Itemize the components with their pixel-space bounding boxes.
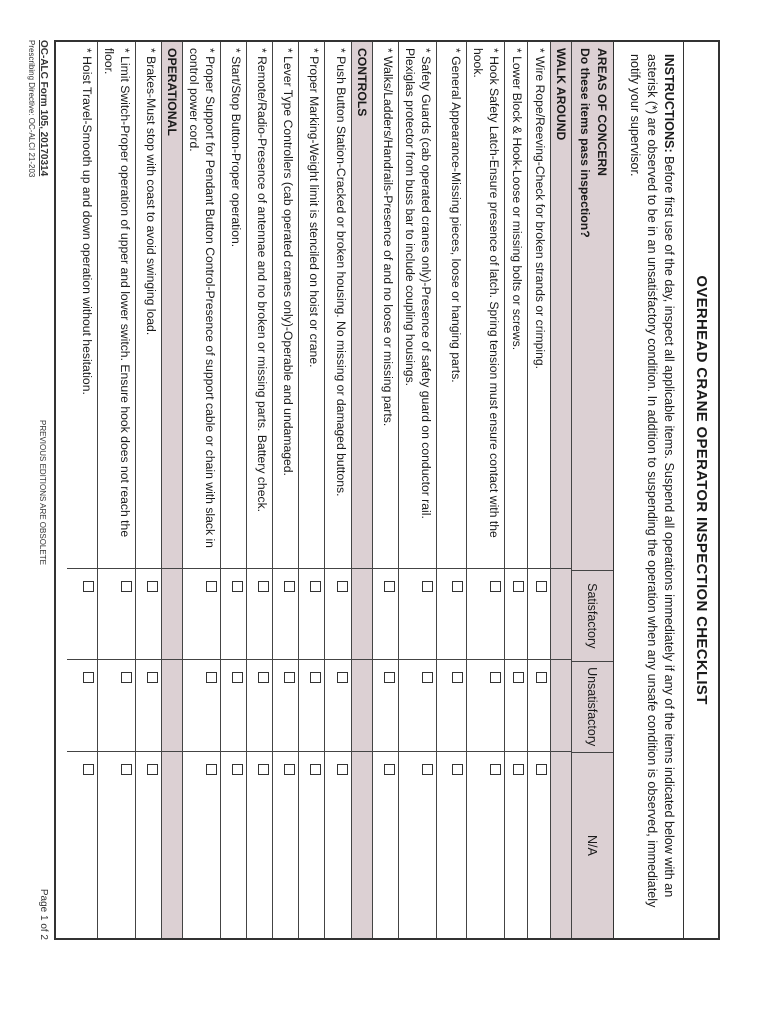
page-title: OVERHEAD CRANE OPERATOR INSPECTION CHECKLIST [683,42,718,938]
unsatisfactory-checkbox[interactable] [83,672,94,683]
na-checkbox[interactable] [206,764,217,775]
unsatisfactory-checkbox[interactable] [490,672,501,683]
section-label: OPERATIONAL [162,42,182,569]
checklist-row [398,42,436,938]
unsatisfactory-checkbox[interactable] [310,672,321,683]
col-satisfactory: Satisfactory [572,571,613,661]
item-start-stop-button: * Start/Stop Button-Proper operation. [221,42,246,569]
satisfactory-checkbox[interactable] [258,581,269,592]
inspection-question: Do these items pass inspection? [578,48,592,238]
checklist-row [246,42,272,938]
na-checkbox[interactable] [384,764,395,775]
page-number: Page 1 of 2 [38,888,49,940]
unsatisfactory-checkbox[interactable] [232,672,243,683]
form-id: OC-ALC Form 105, 20170314 [38,40,49,177]
satisfactory-checkbox[interactable] [284,581,295,592]
unsatisfactory-checkbox[interactable] [384,672,395,683]
item-general-appearance: * General Appearance-Missing pieces, loose or hanging parts. [437,42,466,569]
section-operational [161,42,182,938]
unsatisfactory-checkbox[interactable] [513,672,524,683]
satisfactory-checkbox[interactable] [206,581,217,592]
satisfactory-checkbox[interactable] [384,581,395,592]
na-checkbox[interactable] [258,764,269,775]
satisfactory-checkbox[interactable] [452,581,463,592]
checklist-row [436,42,466,938]
prescribing-directive: Prescribing Directive: OC-ALCI 21-203 [27,40,36,178]
item-pendant-support: * Proper Support for Pendant Button Control-Presence of support cable or chain with slack in control power cord. [183,42,220,569]
na-checkbox[interactable] [83,764,94,775]
section-label: WALK AROUND [551,42,571,569]
item-remote-radio: * Remote/Radio-Presence of antennae and no broken or missing parts. Battery check. [247,42,272,569]
item-wire-rope: * Wire Rope/Reeving-Check for broken strands or crimping. [528,42,550,569]
checklist-row [372,42,398,938]
checklist-row [324,42,351,938]
na-checkbox[interactable] [147,764,158,775]
na-checkbox[interactable] [536,764,547,775]
item-limit-switch: * Limit Switch-Proper operation of upper and lower switch. Ensure hook does not reach the floor. [98,42,135,569]
checklist-row [182,42,220,938]
item-lever-type-controllers: * Lever Type Controllers (cab operated cranes only)-Operable and undamaged. [273,42,298,569]
editions-notice: PREVIOUS EDITIONS ARE OBSOLETE [38,420,47,565]
unsatisfactory-checkbox[interactable] [337,672,348,683]
item-hoist-travel: * Hoist Travel-Smooth up and down operation without hesitation. [67,42,97,569]
section-walk-around [550,42,571,938]
checklist-row [67,42,97,938]
instructions-text: Before first use of the day, inspect all applicable items. Suspend all operations immediately if any of the items indicated below with an asterisk (*) are observed to be in an unsatisfactory condition. In addition to suspending the operation when any unsafe condition is observed, immediately notify your supervisor. [628,54,676,908]
unsatisfactory-checkbox[interactable] [206,672,217,683]
na-checkbox[interactable] [422,764,433,775]
satisfactory-checkbox[interactable] [536,581,547,592]
unsatisfactory-checkbox[interactable] [422,672,433,683]
na-checkbox[interactable] [337,764,348,775]
unsatisfactory-checkbox[interactable] [258,672,269,683]
unsatisfactory-checkbox[interactable] [452,672,463,683]
item-hook-safety-latch: * Hook Safety Latch-Ensure presence of latch. Spring tension must ensure contact with the hook. [467,42,504,569]
na-checkbox[interactable] [452,764,463,775]
instructions-label: INSTRUCTIONS: [662,54,676,153]
unsatisfactory-checkbox[interactable] [536,672,547,683]
areas-header [572,42,613,571]
checklist-form [54,40,720,940]
form-footer [20,40,50,940]
col-unsatisfactory: Unsatisfactory [572,662,613,753]
na-checkbox[interactable] [490,764,501,775]
item-push-button-station: * Push Button Station-Cracked or broken housing. No missing or damaged buttons. [325,42,351,569]
unsatisfactory-checkbox[interactable] [284,672,295,683]
instructions-block [613,42,683,938]
checklist-row [298,42,324,938]
satisfactory-checkbox[interactable] [121,581,132,592]
column-header-row [571,42,613,938]
satisfactory-checkbox[interactable] [490,581,501,592]
unsatisfactory-checkbox[interactable] [121,672,132,683]
checklist-row [527,42,550,938]
checklist-row [135,42,161,938]
checklist-row [504,42,527,938]
item-safety-guards: * Safety Guards (cab operated cranes only)-Presence of safety guard on conductor rail. Plexiglas protector from buss bar to include coupling housings. [399,42,436,569]
na-checkbox[interactable] [232,764,243,775]
col-na: N/A [585,835,600,856]
checklist-row [97,42,135,938]
item-brakes: * Brakes-Must stop with coast to avoid swinging load. [136,42,161,569]
na-checkbox[interactable] [121,764,132,775]
na-checkbox[interactable] [310,764,321,775]
checklist-row [220,42,246,938]
checklist-row [466,42,504,938]
item-lower-block: * Lower Block & Hook-Loose or missing bolts or screws. [505,42,527,569]
item-walks-ladders: * Walks/Ladders/Handrails-Presence of and no loose or missing parts. [373,42,398,569]
satisfactory-checkbox[interactable] [422,581,433,592]
satisfactory-checkbox[interactable] [83,581,94,592]
satisfactory-checkbox[interactable] [310,581,321,592]
checklist-row [272,42,298,938]
satisfactory-checkbox[interactable] [513,581,524,592]
satisfactory-checkbox[interactable] [147,581,158,592]
na-checkbox[interactable] [513,764,524,775]
section-controls [351,42,372,938]
item-proper-marking: * Proper Marking-Weight limit is stenciled on hoist or crane. [299,42,324,569]
unsatisfactory-checkbox[interactable] [147,672,158,683]
areas-label: AREAS OF CONCERN [595,48,609,176]
section-label: CONTROLS [352,42,372,569]
na-checkbox[interactable] [284,764,295,775]
satisfactory-checkbox[interactable] [337,581,348,592]
satisfactory-checkbox[interactable] [232,581,243,592]
